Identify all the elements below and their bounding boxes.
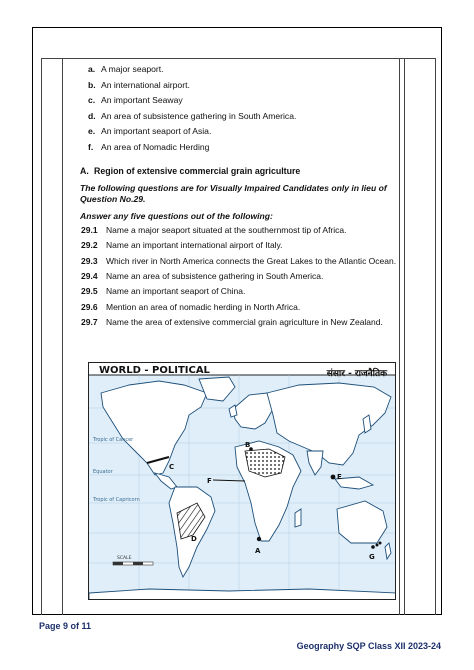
page-number: Page 9 of 11 [39,621,92,631]
marker-e-label: E [337,473,342,481]
marker-c-label: C [169,463,175,471]
answer-instruction: Answer any five questions out of the following: [80,210,273,221]
option-item: d. An area of subsistence gathering in South America. [88,110,297,121]
world-map-graphic [89,363,396,600]
map-title-english: WORLD - POLITICAL [99,365,210,376]
world-political-map [88,362,396,600]
marker-d-label: D [191,535,197,543]
marker-b-label: B [245,441,251,449]
visually-impaired-note: The following questions are for Visually Impaired Candidates only in lieu of Question No.29. [80,182,387,205]
question-item: 29.2 Name an important international airport of Italy. [81,240,283,251]
table-column-divider [399,58,400,615]
table-column-divider [404,58,405,615]
question-item: 29.1 Name a major seaport situated at the southernmost tip of Africa. [81,225,347,236]
document-footer-title: Geography SQP Class XII 2023-24 [296,641,441,651]
antarctica-edge [89,589,396,600]
marker-g-point [371,545,375,549]
option-item: e. An important seaport of Asia. [88,126,212,137]
option-item: a. A major seaport. [88,64,164,74]
marker-e-point [331,475,336,480]
question-content [80,62,398,328]
map-title-hindi: संसार - राजनैतिक [326,369,387,379]
question-item: 29.6 Mention an area of nomadic herding in North Africa. [81,301,301,312]
answer-a: A. Region of extensive commercial grain agriculture [80,165,301,176]
question-item: 29.5 Name an important seaport of China. [81,286,246,297]
svg-text:Tropic of Capricorn: Tropic of Capricorn [93,497,140,503]
japan [363,415,371,433]
svg-text:Tropic of Cancer: Tropic of Cancer [93,437,134,443]
table-column-divider [62,58,63,615]
option-item: c. An important Seaway [88,95,183,106]
question-item: 29.4 Name an area of subsistence gathering in South America. [81,270,324,281]
marker-g-label: G [369,553,375,561]
option-item: f. An area of Nomadic Herding [88,141,210,152]
svg-text:SCALE: SCALE [117,556,132,561]
marker-f-label: F [207,477,212,485]
question-item: 29.3 Which river in North America connects the Great Lakes to the Atlantic Ocean. [81,255,397,266]
option-item: b. An international airport. [88,79,190,90]
marker-a-label: A [255,547,261,555]
question-item: 29.7 Name the area of extensive commercial grain agriculture in New Zealand. [81,316,383,327]
marker-a-point [257,537,261,541]
svg-text:Equator: Equator [93,469,113,475]
